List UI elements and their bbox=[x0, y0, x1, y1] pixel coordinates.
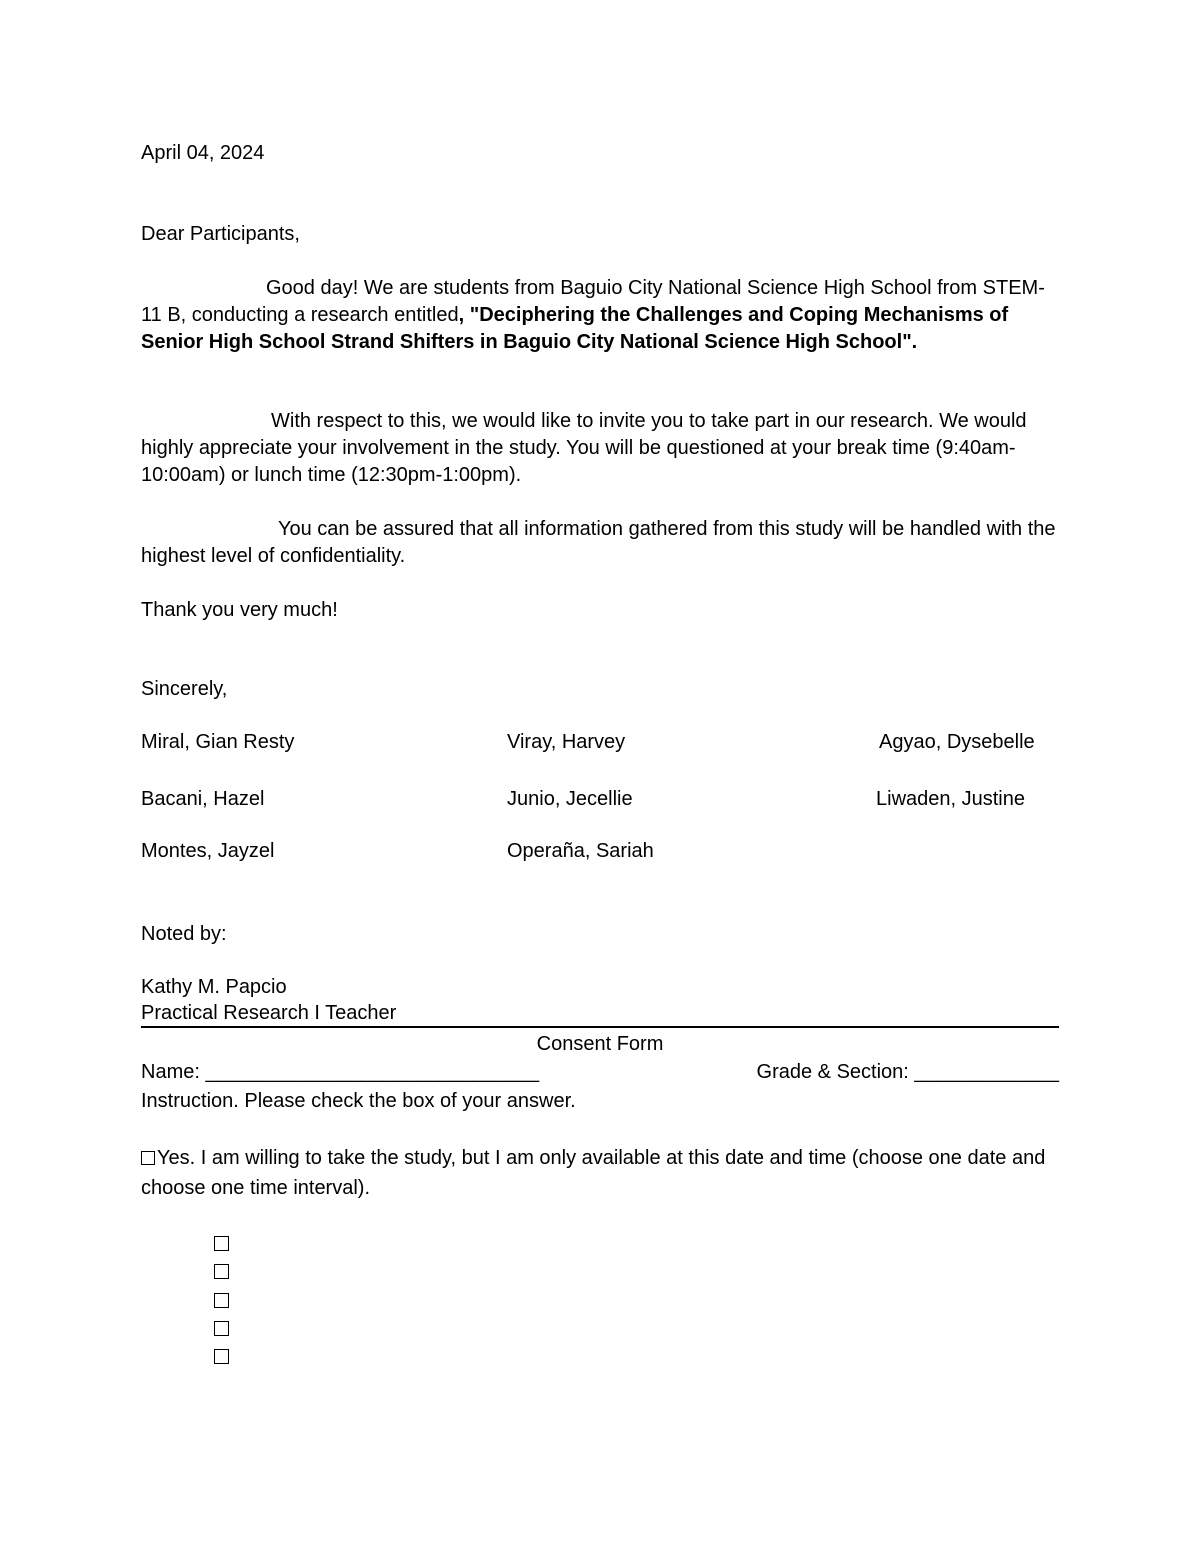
noted-by-label: Noted by: bbox=[141, 923, 227, 945]
yes-checkbox[interactable] bbox=[141, 1151, 155, 1165]
date-time-checkbox[interactable] bbox=[214, 1236, 229, 1251]
signatory-name: Operaña, Sariah bbox=[507, 840, 654, 862]
signatory-name: Viray, Harvey bbox=[507, 731, 626, 753]
signatory-name: Miral, Gian Resty bbox=[141, 731, 295, 753]
letter-page bbox=[141, 0, 1059, 1553]
instruction-text: Instruction. Please check the box of your answer. bbox=[141, 1090, 576, 1112]
signatory-name: Montes, Jayzel bbox=[141, 840, 275, 862]
teacher-name: Kathy M. Papcio bbox=[141, 976, 287, 998]
signatory-name: Liwaden, Justine bbox=[876, 788, 1025, 810]
date-time-checkbox[interactable] bbox=[214, 1264, 229, 1279]
salutation: Dear Participants, bbox=[141, 223, 300, 245]
teacher-title: Practical Research I Teacher bbox=[141, 1002, 397, 1024]
closing-line: Sincerely, bbox=[141, 678, 228, 700]
thanks-line: Thank you very much! bbox=[141, 599, 338, 621]
signatory-name: Junio, Jecellie bbox=[507, 788, 633, 810]
date-time-checkbox[interactable] bbox=[214, 1349, 229, 1364]
signatory-name: Agyao, Dysebelle bbox=[879, 731, 1035, 753]
date-time-checkbox[interactable] bbox=[214, 1321, 229, 1336]
yes-option bbox=[141, 1143, 1059, 1203]
name-field[interactable]: Name: ______________________________ bbox=[141, 1061, 540, 1083]
intro-paragraph bbox=[141, 275, 1059, 356]
yes-option-label: Yes. I am willing to take the study, but I am only available at this date and time (choose one date and choose one time interval). bbox=[141, 1147, 1046, 1199]
consent-form-title: Consent Form bbox=[536, 1033, 664, 1055]
intro-text: Good day! We are students from Baguio City National Science High School from STEM-11 B, conducting a research entitled bbox=[141, 277, 1045, 326]
section-divider bbox=[141, 1026, 1059, 1028]
grade-section-field[interactable]: Grade & Section: _____________ bbox=[756, 1061, 1059, 1083]
letter-date: April 04, 2024 bbox=[141, 142, 265, 164]
research-title: , "Deciphering the Challenges and Coping Mechanisms of Senior High School Strand Shifters in Baguio City National Science High School". bbox=[141, 304, 1009, 353]
signatory-name: Bacani, Hazel bbox=[141, 788, 265, 810]
confidentiality-paragraph: You can be assured that all information gathered from this study will be handled with the highest level of confidentiality. bbox=[141, 518, 1056, 567]
date-time-checkbox[interactable] bbox=[214, 1293, 229, 1308]
invitation-paragraph: With respect to this, we would like to invite you to take part in our research. We would highly appreciate your involvement in the study. You will be questioned at your break time (9:40am-10:00am) or lunch time (12:30pm-1:00pm). bbox=[141, 410, 1027, 486]
